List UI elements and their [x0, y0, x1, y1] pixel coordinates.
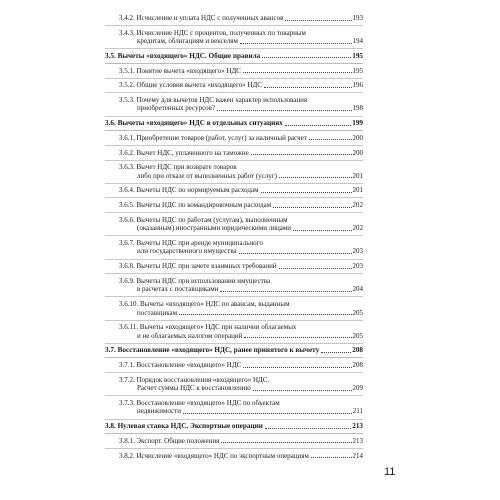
- dot-leader: [311, 457, 352, 458]
- toc-subsection: [105, 376, 363, 393]
- toc-entry-text: 3.7. Восстановление «входящего» НДС, ранее принятого к вычету: [105, 346, 320, 355]
- toc-page-number: 198: [352, 104, 363, 113]
- toc-entry-text: 3.7.1. Восстановление «входящего» НДС: [119, 361, 242, 370]
- divider: [105, 357, 363, 358]
- toc-entry-text: 3.5. Вычеты «входящего» НДС. Общие правила: [105, 51, 261, 60]
- dot-leader: [273, 207, 351, 208]
- toc-entry-text: 3.6.9. Вычеты НДС при использовании имущества: [119, 276, 271, 285]
- toc-entry-text: 3.6.7. Вычеты НДС при аренде муниципального: [119, 238, 263, 247]
- toc-entry-text: 3.5.2. Общие условия вычета «входящего» НДС: [119, 81, 262, 90]
- toc-page-number: 214: [352, 451, 363, 460]
- divider: [105, 372, 363, 373]
- divider: [105, 183, 363, 184]
- toc-subsection: [105, 399, 363, 416]
- divider: [105, 48, 363, 49]
- dot-leader: [285, 20, 351, 21]
- divider: [105, 320, 363, 321]
- dot-leader: [243, 367, 351, 368]
- toc-page-number: 213: [352, 436, 363, 445]
- dot-leader: [279, 177, 352, 178]
- toc-subsection: [105, 216, 363, 233]
- toc-entry-text: 3.6. Вычеты «входящего» НДС в отдельных ситуациях: [105, 119, 283, 128]
- divider: [105, 63, 363, 64]
- divider: [105, 25, 363, 26]
- toc-entry-text: в расчетах с поставщиками: [137, 285, 219, 294]
- divider: [105, 296, 363, 297]
- divider: [105, 130, 363, 131]
- divider: [105, 448, 363, 449]
- toc-page-number: 205: [352, 308, 363, 317]
- toc-page-number: 195: [352, 66, 363, 75]
- divider: [105, 197, 363, 198]
- toc-entry-text: или государственного имущества: [137, 247, 237, 256]
- toc-subsection: [105, 262, 363, 271]
- toc-entry-text: 3.8.2. Исчисление «входящего» НДС по экспортным операциям: [119, 451, 309, 460]
- toc-page-number: 208: [352, 346, 363, 355]
- toc-entry-text: 3.6.2. Вычет НДС, уплаченного на таможне: [119, 148, 249, 157]
- page-number: 11: [384, 466, 396, 478]
- toc-subsection: [105, 186, 363, 195]
- divider: [105, 235, 363, 236]
- dot-leader: [321, 352, 351, 353]
- toc-entry-text: и не облагаемых налогом операций: [137, 331, 243, 340]
- toc-entry-text: 3.6.4. Вычеты НДС по нормируемым расходам: [119, 186, 259, 195]
- toc-subsection: [105, 437, 363, 446]
- toc-entry-text: 3.6.8. Вычеты НДС при зачете взаимных требований: [119, 262, 277, 271]
- dot-leader: [251, 154, 352, 155]
- divider: [105, 160, 363, 161]
- dot-leader: [220, 291, 351, 292]
- dot-leader: [265, 428, 351, 429]
- divider: [105, 78, 363, 79]
- toc-entry-text: 3.6.10. Вычеты «входящего» НДС по авансам, выданным: [119, 300, 290, 308]
- dot-leader: [183, 413, 352, 414]
- divider: [105, 116, 363, 117]
- toc-entry-text: 3.5.1. Понятие вычета «входящего» НДС: [119, 66, 241, 75]
- toc-page-number: 194: [352, 37, 363, 46]
- toc-subsection: [105, 277, 363, 294]
- divider: [105, 419, 363, 420]
- toc-entry-text: 3.4.3. Исчисление НДС с процентов, полученных по товарным: [119, 28, 306, 37]
- toc-entry-text: 3.8.1. Экспорт. Общие положения: [119, 436, 220, 445]
- toc-entry-text: 3.6.11. Вычеты «входящего» НДС при наличии облагаемых: [119, 323, 297, 332]
- dot-leader: [285, 125, 351, 126]
- toc-entry-text: 3.6.3. Вычет НДС при возврате товаров: [119, 163, 237, 172]
- toc-subsection: [105, 149, 363, 158]
- toc-entry-text: 3.8. Нулевая ставка НДС. Экспортные операции: [105, 422, 263, 431]
- dot-leader: [179, 314, 351, 315]
- toc-page-number: 205: [352, 331, 363, 340]
- toc-section: [105, 119, 363, 128]
- dot-leader: [279, 268, 352, 269]
- divider: [105, 433, 363, 434]
- dot-leader: [253, 390, 352, 391]
- toc-entry-text: кредитам, облигациям и векселям: [137, 37, 238, 46]
- toc-entry-text: Расчет суммы НДС к восстановлению: [137, 384, 251, 393]
- toc-subsection: [105, 29, 363, 46]
- toc-page-number: 203: [352, 247, 363, 256]
- toc-page-number: 202: [352, 201, 363, 210]
- dot-leader: [309, 139, 352, 140]
- toc-subsection: [105, 163, 363, 180]
- toc-subsection: [105, 201, 363, 210]
- toc-entry-text: приобретенных ресурсов?: [137, 104, 216, 113]
- dot-leader: [240, 43, 352, 44]
- toc-page-number: 211: [352, 407, 363, 416]
- toc-page-number: 200: [352, 148, 363, 157]
- toc-section: [105, 346, 363, 355]
- dot-leader: [264, 87, 352, 88]
- toc-page-number: 209: [352, 384, 363, 393]
- divider: [105, 212, 363, 213]
- toc-entry-text: 3.7.3. Восстановление «входящего» НДС по объектам: [119, 398, 280, 407]
- toc-subsection: [105, 14, 363, 23]
- dot-leader: [262, 57, 351, 58]
- toc-page-number: 202: [352, 224, 363, 233]
- dot-leader: [217, 110, 351, 111]
- toc-page-number: 204: [352, 285, 363, 294]
- divider: [105, 92, 363, 93]
- toc-subsection: [105, 67, 363, 76]
- toc-subsection: [105, 96, 363, 113]
- dot-leader: [261, 192, 352, 193]
- divider: [105, 395, 363, 396]
- toc-section: [105, 52, 363, 61]
- toc-entry-text: 3.6.6. Вычеты НДС по работам (услугам), выполненным: [119, 215, 288, 224]
- toc-subsection: [105, 452, 363, 461]
- toc-page-number: 200: [352, 133, 363, 142]
- toc-subsection: [105, 300, 363, 317]
- toc-page-number: 213: [352, 422, 363, 431]
- toc-page-number: 208: [352, 361, 363, 370]
- dot-leader: [293, 230, 352, 231]
- toc-section: [105, 422, 363, 431]
- toc-page-number: 201: [352, 171, 363, 180]
- toc-entry-text: (оказанным) иностранными юридическими лицами: [137, 224, 291, 233]
- table-of-contents: [105, 14, 363, 460]
- toc-entry-text: 3.5.3. Почему для вычетов НДС важен характер использования: [119, 95, 308, 104]
- toc-page-number: 196: [352, 81, 363, 90]
- divider: [105, 145, 363, 146]
- toc-subsection: [105, 361, 363, 370]
- dot-leader: [221, 442, 351, 443]
- divider: [105, 259, 363, 260]
- toc-entry-text: 3.4.2. Исчисление и уплата НДС с полученных авансов: [119, 14, 284, 22]
- toc-page-number: 201: [352, 186, 363, 195]
- dot-leader: [243, 72, 352, 73]
- toc-entry-text: 3.6.1. Приобретение товаров (работ, услуг) за наличный расчет: [119, 133, 307, 142]
- dot-leader: [244, 337, 351, 338]
- toc-subsection: [105, 81, 363, 90]
- toc-subsection: [105, 134, 363, 143]
- toc-entry-text: либо при отказе от выполненных работ (услуг): [137, 171, 277, 180]
- toc-entry-text: поставщикам: [137, 308, 178, 317]
- toc-subsection: [105, 323, 363, 340]
- toc-page-number: 199: [352, 119, 363, 128]
- toc-page-number: 193: [352, 14, 363, 22]
- toc-subsection: [105, 239, 363, 256]
- toc-entry-text: недвижимости: [137, 407, 181, 416]
- toc-entry-text: 3.7.2. Порядок восстановления «входящего» НДС.: [119, 375, 270, 384]
- toc-page-number: 195: [352, 51, 363, 60]
- divider: [105, 273, 363, 274]
- dot-leader: [239, 253, 352, 254]
- toc-entry-text: 3.6.5. Вычеты НДС по командировочным расходам: [119, 201, 272, 210]
- divider: [105, 343, 363, 344]
- toc-page-number: 203: [352, 262, 363, 271]
